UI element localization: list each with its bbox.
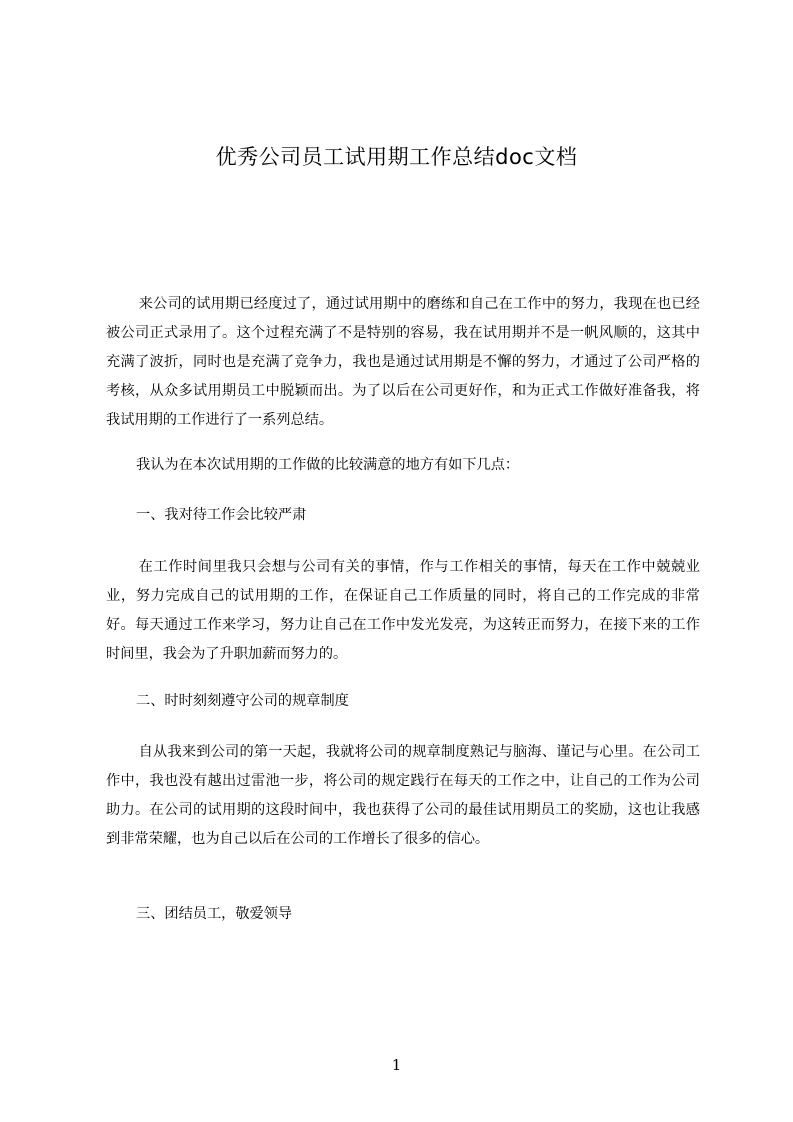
paragraph-point-1: 在工作时间里我只会想与公司有关的事情，作与工作相关的事情，每天在工作中兢兢业业，努力完成自己的试用期的工作，在保证自己工作质量的同时，将自己的工作完成的非常好。每天通过工作来学习，努力让自己在工作中发光发亮，为这转正而努力，在接下来的工作时间里，我会为了升职加薪而努力的。 [106, 559, 700, 662]
section-heading-3: 三、团结员工，敬爱领导 [136, 906, 293, 922]
paragraph-point-2: 自从我来到公司的第一天起，我就将公司的规章制度熟记与脑海、谨记与心里。在公司工作中，我也没有越出过雷池一步，将公司的规定践行在每天的工作之中，让自己的工作为公司助力。在公司的试用期的这段时间中，我也获得了公司的最佳试用期员工的奖励，这也让我感到非常荣耀，也为自己以后在公司的工作增长了很多的信心。 [106, 744, 700, 847]
section-heading-2: 二、时时刻刻遵守公司的规章制度 [136, 693, 349, 709]
paragraph-intro: 来公司的试用期已经度过了，通过试用期中的磨练和自己在工作中的努力，我现在也已经被公司正式录用了。这个过程充满了不是特别的容易，我在试用期并不是一帆风顺的，这其中充满了波折，同时也是充满了竞争力，我也是通过试用期是不懈的努力，才通过了公司严格的考核，从众多试用期员工中脱颖而出。为了以后在公司更好作，和为正式工作做好准备我，将我试用期的工作进行了一系列总结。 [106, 296, 700, 428]
page-number: 1 [391, 1056, 402, 1074]
section-heading-1: 一、我对待工作会比较严肃 [136, 507, 307, 523]
paragraph-summary-lead: 我认为在本次试用期的工作做的比较满意的地方有如下几点： [136, 457, 520, 473]
document-title: 优秀公司员工试用期工作总结doc文档 [215, 145, 578, 169]
